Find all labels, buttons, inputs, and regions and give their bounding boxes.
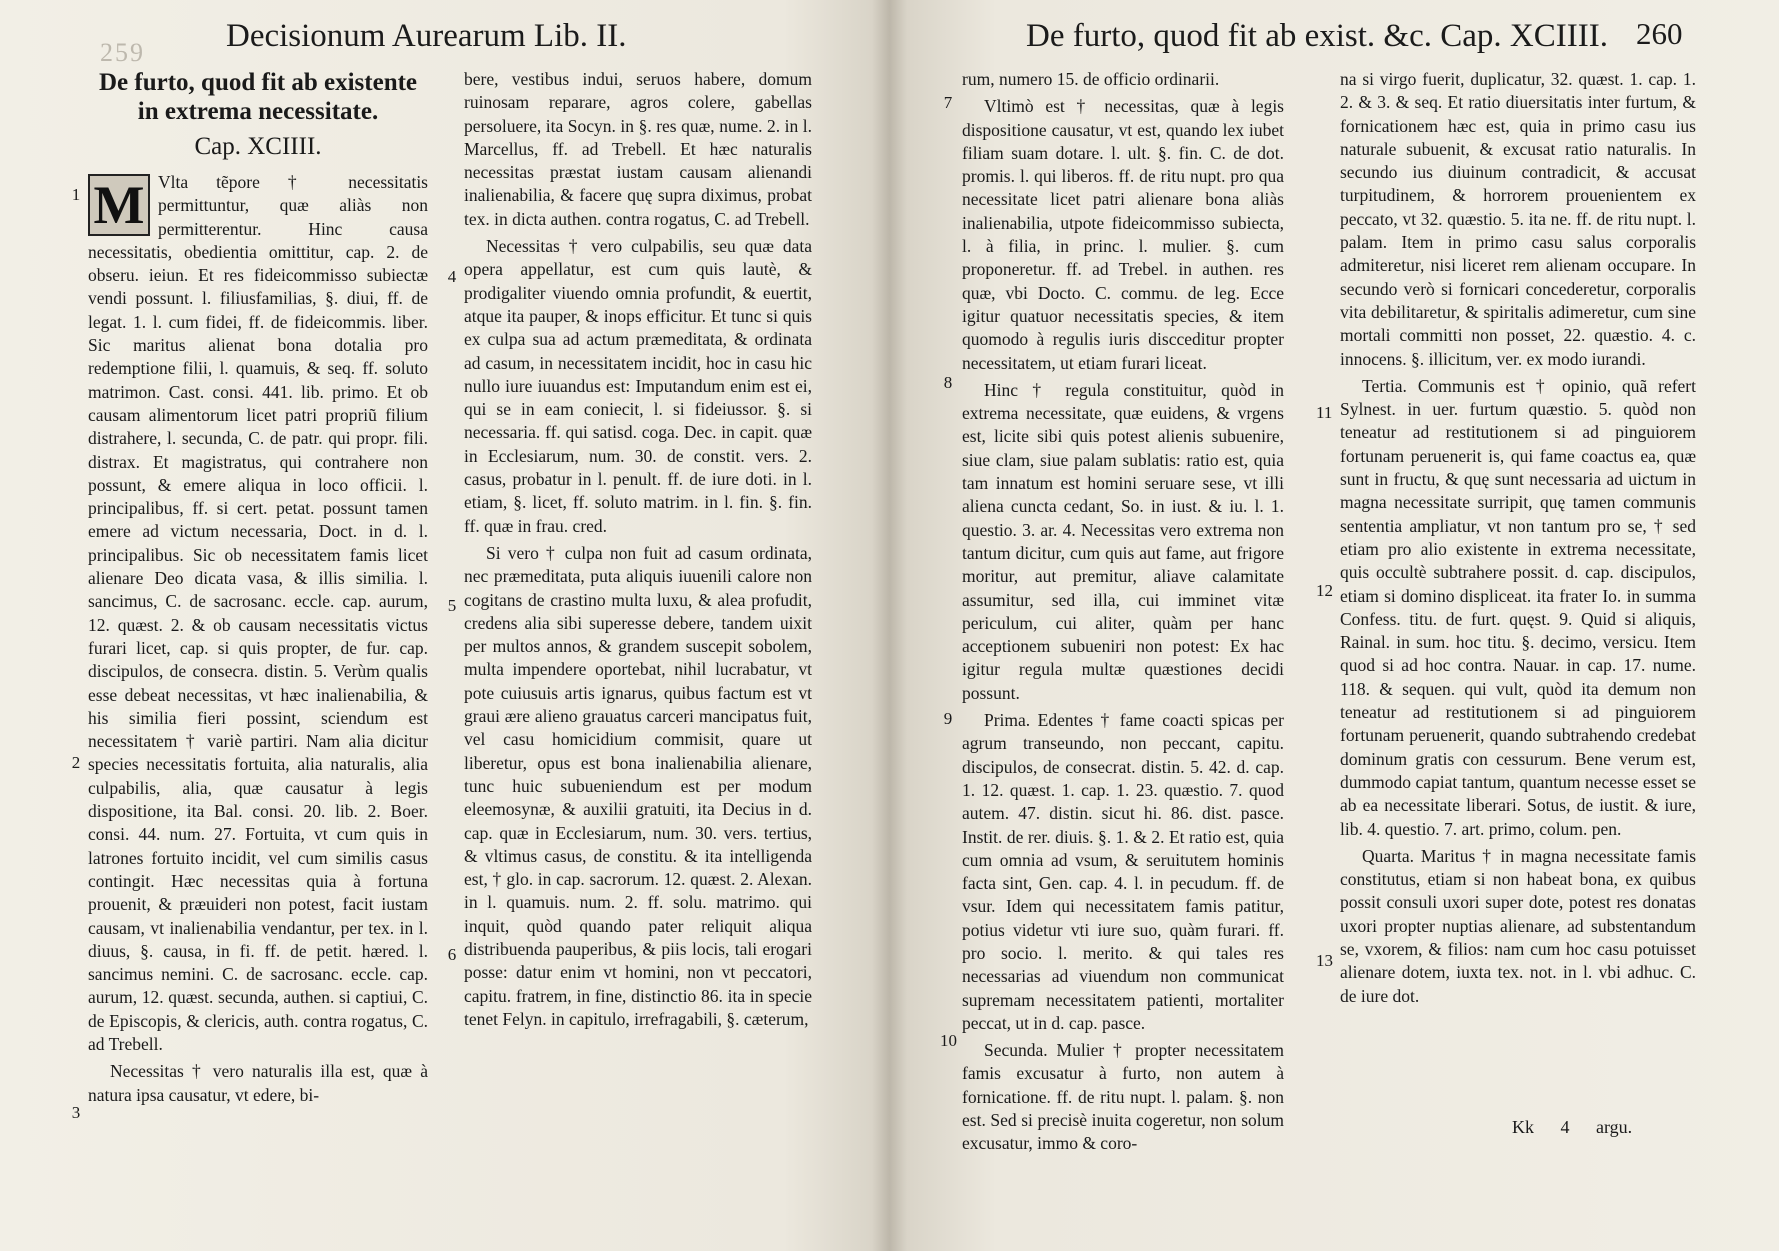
chapter-heading <box>88 68 428 163</box>
running-head: Decisionum Aurearum Lib. II. <box>226 18 627 54</box>
marginal-number: 4 <box>447 267 457 286</box>
signature-number: 4 <box>1560 1117 1570 1137</box>
catchword: argu. <box>1596 1117 1633 1137</box>
paragraph-continued: rum, numero 15. de officio ordinarii. <box>962 69 1220 89</box>
bleed-through-folio: 259 <box>100 38 145 67</box>
paragraph-9: Prima. Edentes † fame coacti spicas per agrum transeundo, non peccant, capitu. discipulos, de consecrat. distin. 5. 42. d. cap. 1. 12. quæst. 1. cap. 1. 23. quæstio. 7. quod autem. 47. distin. sicut hi. 86. dist. pasce. Instit. de rer. diuis. §. 1. & 2. Et ratio est, quia cum omnia ad vsum, & seruitutem hominis facta sint, Gen. cap. 4. l. in pecudum. ff. de vsur. Idem qui necessitatem famis patitur, potius videtur vti iure suo, quàm furari. ff. pro socio. l. merito. & qui tales res necessarias ad viuendum non communicat supremam necessitatem patienti, mortaliter peccat, ut in d. cap. pasce. <box>962 710 1284 1033</box>
right-column-2 <box>1340 68 1696 1012</box>
marginal-number: 7 <box>943 93 953 112</box>
marginal-number: 5 <box>447 596 457 615</box>
paragraph-3: Necessitas † vero naturalis illa est, quæ à natura ipsa causatur, vt edere, bi- <box>88 1061 428 1105</box>
paragraph-continued: na si virgo fuerit, duplicatur, 32. quæst. 1. cap. 1. 2. & 3. & seq. Et ratio diuersitatis inter furtum, & fornicationem hæc est, quia in primo casu ius naturale subuenit, & excusat ratio naturalis. In secundo ius diuinum contradicit, & accusat turpitudinem, & horrorem prouenientem ex peccato, vt 32. quæstio. 5. ita ne. ff. de ritu nupt. l. palam. Item in primo casu salus corporalis admiteretur, nisi liceret rem alienam occupare. In secundo verò si fornicari concederetur, corporalis vita debilitaretur, & spiritalis adimeretur, cum sine mortali committi non posset, 22. quæstio. 4. c. innocens. §. illicitum, ver. ex modo iurandi. <box>1340 69 1696 369</box>
marginal-number: 12 <box>1316 581 1333 600</box>
marginal-number: 8 <box>943 373 953 392</box>
marginal-number: 1 <box>71 185 81 204</box>
paragraph-4: Necessitas † vero culpabilis, seu quæ data opera appellatur, est cum quis lautè, & prodigaliter viuendo omnia profundit, & euertit, atque ita pauper, & inops efficitur. Et tunc si quis ex culpa sua ad actum præmeditata, & ordinata ad casum, in necessitatem incidit, hoc in casu hic nullo iure iuuandus est: Imputandum enim est ei, qui se in eam coniecit, l. si fideiussor. §. si necessaria. ff. qui satisd. coga. Dec. in capit. quæ in Ecclesiarum, num. 30. de constit. vers. 2. casus, probatur in l. penult. ff. de iure doti. in l. etiam, §. licet, ff. soluto matrim. in l. fin. §. fin. ff. quæ in frau. cred. <box>464 236 812 536</box>
right-column-1 <box>962 68 1284 1160</box>
decorated-initial: M <box>88 174 150 236</box>
paragraph-7: Vltimò est † necessitas, quæ à legis dispositione causatur, vt est, quando lex iubet filiam suam dotare. l. ult. §. fin. C. de dot. promis. l. qui liberos. ff. de ritu nupt. pro qua necessitate licet patri alienare bona aliàs inalienabilia, utpote fideicommisso subiecta, l. à filia, in princ. l. mulier. §. cum proponeretur. ff. ad Trebel. in authen. res quæ, vbi Docto. C. commu. de leg. Ecce igitur quatuor necessitatis species, & item quomodo à regulis iuris discceditur propter necessitatem, ut etiam furari liceat. <box>962 96 1284 373</box>
folio-number: 260 <box>1636 16 1683 51</box>
marginal-number: 2 <box>71 753 81 772</box>
marginal-number: 13 <box>1316 951 1333 970</box>
left-column-1 <box>88 68 428 1111</box>
paragraph-1 <box>88 171 428 1056</box>
paragraph-10: Secunda. Mulier † propter necessitatem famis excusatur à furto, non autem à fornicatione. ff. de ritu nupt. l. palam. §. non est. Sed si precisè inuita cogeretur, non solum excusatur, immo & coro- <box>962 1040 1284 1154</box>
marginal-number: 9 <box>943 709 953 728</box>
paragraph-13: Quarta. Maritus † in magna necessitate famis constitutus, etiam si non habeat bona, ex quibus possit consuli uxori super dote, potest res donatas uxori propter nuptias alienare, ad substentandum se, vxorem, & filios: nam cum hoc casu potuisset alienare dotem, iuxta tex. not. in l. vbi adhuc. C. de iure dot. <box>1340 845 1696 1006</box>
signature-letters: Kk <box>1512 1117 1534 1137</box>
signature-mark <box>1512 1117 1632 1138</box>
running-head: De furto, quod fit ab exist. &c. Cap. XCIIII. <box>1026 18 1608 54</box>
paragraph-1-text: Vlta tẽpore † necessitatis permittuntur, quæ aliàs non permitterentur. Hinc causa necessitatis, obedientia omittitur, cap. 2. de obseru. ieiun. Et res fideicommisso subiectæ vendi possunt. l. filiusfamilias, §. diui, ff. de legat. 1. l. cum fidei, ff. de fideicommis. liber. Sic maritus alienat bona dotalia pro redemptione filii, l. quamuis, & seq. ff. soluto matrimon. Cast. consi. 441. lib. primo. Et ob causam alimentorum licet patri propriũ filium distrahere, l. secunda, C. de patr. qui propr. fili. distrax. Et magistratus, qui contrahere non possunt, & emere aliqua in loco officii. l. principalibus, ff. si cert. petat. possunt tamen emere ad victum necessaria, Doct. in d. l. principalibus. Sic ob necessitatem famis licet alienare Deo dicata vasa, & illis similia. l. sancimus, C. de sacrosanc. eccle. cap. aurum, 12. quæst. 2. & ob causam necessitatis victus furari licet, cap. si quis propter, de fur. cap. discipulos, de consecra. distin. 5. Verùm qualis esse debeat necessitas, vt hæc inalienabilia, & his similia fieri possint, sciendum est necessitatem † variè partiri. Nam alia dicitur species necessitatis fortuita, alia naturalis, alia culpabilis, alia, quæ causatur à legis dispositione, ita Bal. consi. 20. lib. 2. Boer. consi. 44. num. 27. Fortuita, vt cum quis in latrones fortuito incidit, vel cum similis casus contingit. Hæc necessitas quia à fortuna prouenit, & præuideri non potest, facit iustam causam, vt inalienabilia vendantur, per tex. in l. diuus, §. causa, in fi. ff. de petit. hæred. l. sancimus nemini. C. de sacrosanc. eccle. cap. aurum, 12. quæst. secunda, authen. si captiui, C. de Episcopis, & clericis, auth. contra rogatus, C. ad Trebell. <box>88 172 428 1054</box>
marginal-number: 10 <box>940 1031 957 1050</box>
paragraph-11: Tertia. Communis est † opinio, quã refert Sylnest. in uer. furtum quæstio. 5. quòd non teneatur ad restitutionem si ad pinguiorem fortunam peruenerit is, qui fame coactus ea, quæ sunt in fructu, & quę sunt necessaria ad uictum in magna necessitate surripit, quę tamen communis sententia ampliatur, vt non tantum pro se, † sed etiam pro alio existente in extrema necessitate, quis occultè subtrahere possit. d. cap. discipulos, etiam si domino displiceat. ita frater Io. in summa Confess. titu. de furt. quęst. 9. Quid si aliquis, Rainal. in sum. hoc titu. §. decimo, versicu. Item quod si ad hoc contra. Nauar. in cap. 17. nume. 118. & sequen. qui vult, quòd ita demum non teneatur ad restitutionem si ad pinguiorem fortunam peruenerit, quando subtrahendo credebat dominum gratis con cessurum. Bene verum est, dummodo capiat tantum, quantum necesse esset se ab ea necessitate liberari. Sotus, de iustit. & iure, lib. 4. questio. 7. art. primo, colum. pen. <box>1340 375 1696 839</box>
paragraph-5: Si vero † culpa non fuit ad casum ordinata, nec præmeditata, puta aliquis iuuenili calore non cogitans de crastino multa luxu, & alea profudit, credens alia sibi superesse debere, tandem uixit per multos annos, & grandem suscepit sobolem, multa impendere oportebat, nihil lucrabatur, vt pote cuiusuis artis ignarus, quibus factum est vt graui ære alieno grauatus carceri mancipatus fuit, vel casu homicidium commisit, quare ut liberetur, opus est bona inalienabilia alienare, tunc huic subueniendum est per modum eleemosynæ, & auxilii gratuiti, ita Decius in d. cap. quæ in Ecclesiarum, num. 30. vers. tertius, & vltimus casus, de constitu. & ita intelligenda est, † glo. in cap. sacrorum. 12. quæst. 2. Alexan. in l. quamuis. num. 2. ff. solu. matrimo. qui inquit, quòd quando pater reliquit aliqua distribuenda pauperibus, & piis locis, tali erogari posse: datur enim vt homini, non vt peccatori, capitu. fratrem, in fine, distinctio 86. ita in specie tenet Felyn. in capitulo, irrefragabili, §. cæterum, <box>464 542 812 1029</box>
marginal-number: 6 <box>447 945 457 964</box>
left-column-2 <box>464 68 812 1035</box>
left-page <box>0 0 880 1251</box>
marginal-number: 3 <box>71 1103 81 1122</box>
paragraph-continued: bere, vestibus indui, seruos habere, domum ruinosam reparare, agros colere, gabellas persoluere, ita Socyn. in §. res quæ, nume. 2. in l. Marcellus, ff. ad Trebell. Et hæc naturalis necessitas præstat iustam causam alienandi inalienabilia, & facere quę supra diximus, probat tex. in dicta authen. contra rogatus, C. ad Trebell. <box>464 69 812 229</box>
paragraph-8: Hinc † regula constituitur, quòd in extrema necessitate, quæ euidens, & vrgens est, licite sibi quis potest alienis subuenire, siue clam, siue palam sublatis: ratio est, quia tam innatum est homini seruare sese, vt illi aliena cuncta cedant, So. in iust. & iu. l. 1. questio. 3. ar. 4. Necessitas vero extrema non tantum dicitur, cum quis aut fame, aut frigore moritur, aut premitur, aliave calamitate assumitur, sed illa, cui imminet vitæ periculum, cui aliter, quàm per hanc acceptionem subueniri non potest: Ex hac igitur regula multæ quæstiones decidi possunt. <box>962 379 1284 703</box>
right-page <box>900 0 1779 1251</box>
chapter-number: Cap. XCIIII. <box>194 133 322 160</box>
marginal-number: 11 <box>1316 403 1333 422</box>
chapter-title: De furto, quod fit ab existente in extrema necessitate. <box>98 69 418 125</box>
